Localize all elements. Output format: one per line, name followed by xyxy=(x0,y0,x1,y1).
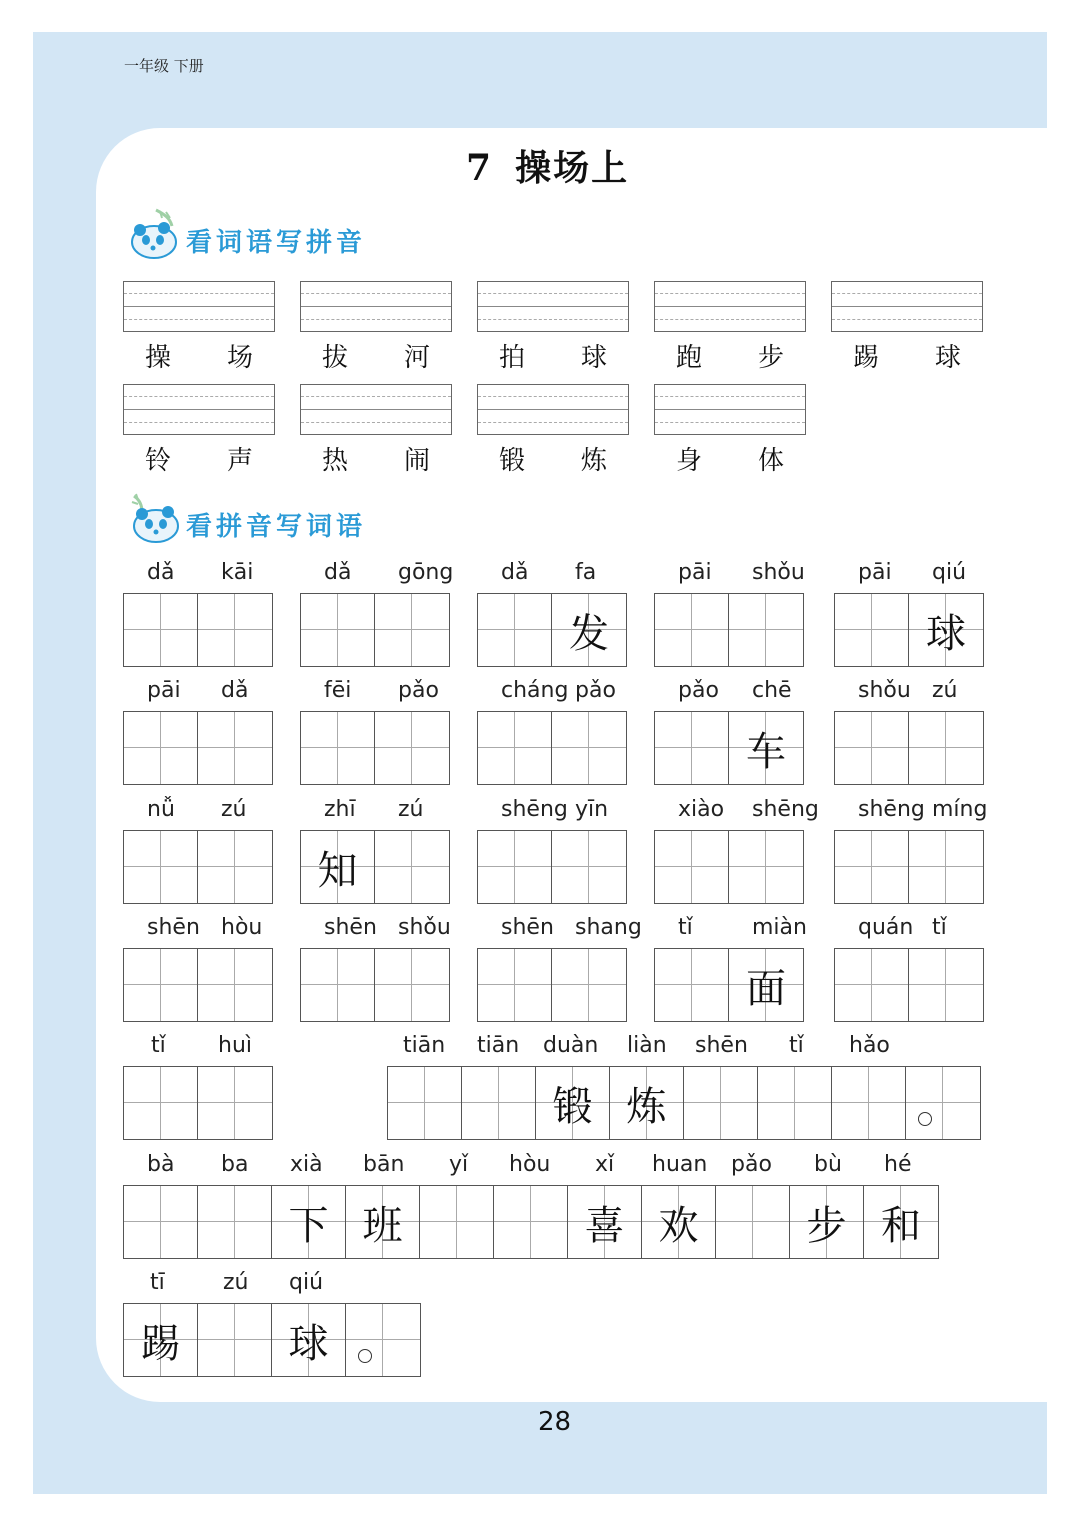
pinyin-label: zú xyxy=(221,797,247,822)
pinyin-label: shǒu xyxy=(398,915,451,940)
pinyin-label: huì xyxy=(218,1033,252,1058)
given-char: 欢 xyxy=(658,1203,699,1249)
char-cell[interactable] xyxy=(301,712,375,784)
char-grid[interactable] xyxy=(477,593,627,667)
pinyin-label: bà xyxy=(147,1152,175,1177)
given-char: 面 xyxy=(746,966,786,1012)
char-grid[interactable] xyxy=(387,1066,981,1140)
pinyin-label: kāi xyxy=(221,560,254,585)
pinyin-write-box[interactable] xyxy=(123,281,275,332)
char-cell[interactable] xyxy=(478,594,552,666)
pinyin-label: tǐ xyxy=(678,915,693,940)
char-cell[interactable] xyxy=(552,831,626,903)
char-grid[interactable] xyxy=(654,830,804,904)
given-char: 喜 xyxy=(584,1203,625,1249)
pinyin-label: zú xyxy=(398,797,424,822)
char-cell[interactable] xyxy=(655,831,729,903)
char-cell[interactable] xyxy=(832,1067,906,1139)
char-cell[interactable] xyxy=(864,1186,938,1258)
pinyin-label: pāi xyxy=(858,560,892,585)
pinyin-label: tǐ xyxy=(151,1033,166,1058)
given-char: 车 xyxy=(746,729,786,775)
panda-icon xyxy=(126,208,184,260)
writing-line xyxy=(655,396,805,397)
writing-line xyxy=(478,396,628,397)
pinyin-label: shǒu xyxy=(752,560,805,585)
char-grid[interactable] xyxy=(123,948,273,1022)
writing-line xyxy=(655,422,805,423)
pinyin-label: yīn xyxy=(575,797,609,822)
given-char: 球 xyxy=(288,1321,329,1367)
char-cell[interactable] xyxy=(198,949,272,1021)
word-char: 铃 xyxy=(145,446,172,476)
char-cell[interactable] xyxy=(198,1186,272,1258)
pinyin-write-box[interactable] xyxy=(300,384,452,435)
char-cell[interactable] xyxy=(655,712,729,784)
char-cell[interactable] xyxy=(790,1186,864,1258)
pinyin-label: gōng xyxy=(398,560,454,585)
pinyin-write-box[interactable] xyxy=(477,281,629,332)
char-grid[interactable] xyxy=(300,830,450,904)
char-grid[interactable] xyxy=(654,593,804,667)
pinyin-label: dǎ xyxy=(324,560,352,585)
pinyin-label: chē xyxy=(752,678,792,703)
char-grid[interactable] xyxy=(834,711,984,785)
word-char: 拔 xyxy=(322,343,349,373)
writing-line xyxy=(124,422,274,423)
pinyin-label: shēn xyxy=(324,915,377,940)
writing-line xyxy=(124,293,274,294)
writing-line xyxy=(832,319,982,320)
char-grid[interactable] xyxy=(123,830,273,904)
char-grid[interactable] xyxy=(834,830,984,904)
lesson-title xyxy=(466,140,629,191)
pinyin-write-box[interactable] xyxy=(300,281,452,332)
section1-title: 看词语写拼音 xyxy=(186,228,367,258)
char-cell[interactable] xyxy=(909,712,983,784)
given-char: 下 xyxy=(288,1203,329,1249)
pinyin-label: duàn xyxy=(543,1033,599,1058)
given-char: 球 xyxy=(926,611,966,657)
char-cell[interactable] xyxy=(642,1186,716,1258)
pinyin-label: shang xyxy=(575,915,642,940)
char-cell[interactable] xyxy=(835,949,909,1021)
pinyin-label: tiān xyxy=(477,1033,520,1058)
pinyin-label: bān xyxy=(363,1152,405,1177)
char-grid[interactable] xyxy=(123,593,273,667)
pinyin-label: tǐ xyxy=(789,1033,804,1058)
char-cell[interactable] xyxy=(729,712,803,784)
pinyin-label: ba xyxy=(221,1152,249,1177)
pinyin-label: shǒu xyxy=(858,678,911,703)
char-grid[interactable] xyxy=(834,948,984,1022)
writing-line xyxy=(655,293,805,294)
char-grid[interactable] xyxy=(477,711,627,785)
pinyin-label: tiān xyxy=(403,1033,446,1058)
panda-icon xyxy=(126,492,184,544)
word-char: 拍 xyxy=(499,343,526,373)
char-cell[interactable] xyxy=(198,1304,272,1376)
pinyin-label: hé xyxy=(884,1152,912,1177)
pinyin-label: dǎ xyxy=(221,678,249,703)
char-cell[interactable] xyxy=(729,949,803,1021)
char-cell[interactable] xyxy=(198,712,272,784)
pinyin-label: dǎ xyxy=(147,560,175,585)
char-grid[interactable] xyxy=(300,711,450,785)
pinyin-label: quán xyxy=(858,915,914,940)
char-grid[interactable] xyxy=(477,948,627,1022)
pinyin-label: yǐ xyxy=(449,1152,469,1177)
writing-line xyxy=(832,306,982,307)
writing-line xyxy=(124,396,274,397)
char-cell[interactable] xyxy=(835,712,909,784)
pinyin-label: hòu xyxy=(509,1152,551,1177)
given-char: 班 xyxy=(362,1203,403,1249)
char-cell[interactable] xyxy=(462,1067,536,1139)
char-cell[interactable] xyxy=(684,1067,758,1139)
lesson-name: 操场上 xyxy=(515,147,630,189)
char-cell[interactable] xyxy=(375,594,449,666)
pinyin-label: shēn xyxy=(501,915,554,940)
char-grid[interactable] xyxy=(123,1066,273,1140)
given-char: 锻 xyxy=(552,1084,593,1130)
word-char: 身 xyxy=(676,446,703,476)
writing-line xyxy=(124,306,274,307)
pinyin-label: qiú xyxy=(289,1270,324,1295)
char-cell[interactable] xyxy=(124,1186,198,1258)
char-grid[interactable] xyxy=(123,1185,939,1259)
char-cell[interactable] xyxy=(536,1067,610,1139)
word-char: 炼 xyxy=(581,446,608,476)
lesson-number: 7 xyxy=(466,147,494,189)
word-char: 操 xyxy=(145,343,172,373)
given-char: 和 xyxy=(881,1203,921,1249)
word-char: 踢 xyxy=(853,343,880,373)
char-cell[interactable] xyxy=(729,594,803,666)
char-cell[interactable] xyxy=(568,1186,642,1258)
pinyin-label: shēn xyxy=(147,915,200,940)
pinyin-label: pāi xyxy=(147,678,181,703)
pinyin-label: huan xyxy=(652,1152,708,1177)
char-cell[interactable] xyxy=(909,949,983,1021)
word-char: 声 xyxy=(227,446,254,476)
char-cell[interactable] xyxy=(301,831,375,903)
word-char: 场 xyxy=(227,343,254,373)
pinyin-label: xiào xyxy=(678,797,725,822)
given-char: 步 xyxy=(806,1203,847,1249)
pinyin-label: xǐ xyxy=(595,1152,615,1177)
char-grid[interactable] xyxy=(654,711,804,785)
char-cell[interactable] xyxy=(552,949,626,1021)
pinyin-label: nǚ xyxy=(147,797,175,822)
section2-title: 看拼音写词语 xyxy=(186,512,367,542)
pinyin-label: pǎo xyxy=(678,678,719,703)
pinyin-label: zú xyxy=(223,1270,249,1295)
pinyin-write-box[interactable] xyxy=(123,384,275,435)
char-cell[interactable] xyxy=(388,1067,462,1139)
char-cell[interactable] xyxy=(610,1067,684,1139)
pinyin-label: bù xyxy=(814,1152,842,1177)
char-cell[interactable] xyxy=(124,1067,198,1139)
char-grid[interactable] xyxy=(834,593,984,667)
char-grid[interactable] xyxy=(123,1303,421,1377)
char-cell[interactable] xyxy=(906,1067,980,1139)
word-char: 锻 xyxy=(499,446,526,476)
pinyin-label: miàn xyxy=(752,915,807,940)
pinyin-label: tǐ xyxy=(932,915,947,940)
char-cell[interactable] xyxy=(375,949,449,1021)
char-cell[interactable] xyxy=(552,594,626,666)
pinyin-label: pǎo xyxy=(398,678,439,703)
char-cell[interactable] xyxy=(301,594,375,666)
char-cell[interactable] xyxy=(301,949,375,1021)
char-cell[interactable] xyxy=(494,1186,568,1258)
writing-line xyxy=(301,422,451,423)
pinyin-label: shēng xyxy=(752,797,819,822)
char-grid[interactable] xyxy=(654,948,804,1022)
grade-label: 一年级 下册 xyxy=(124,57,204,75)
char-cell[interactable] xyxy=(124,949,198,1021)
pinyin-write-box[interactable] xyxy=(654,384,806,435)
word-char: 闹 xyxy=(404,446,431,476)
pinyin-write-box[interactable] xyxy=(477,384,629,435)
writing-line xyxy=(301,396,451,397)
pinyin-label: pǎo xyxy=(731,1152,772,1177)
char-cell[interactable] xyxy=(552,712,626,784)
char-grid[interactable] xyxy=(123,711,273,785)
pinyin-write-box[interactable] xyxy=(654,281,806,332)
word-char: 体 xyxy=(758,446,785,476)
pinyin-label: shēng xyxy=(501,797,568,822)
pinyin-label: pǎo xyxy=(575,678,616,703)
char-cell[interactable] xyxy=(758,1067,832,1139)
word-char: 球 xyxy=(935,343,962,373)
pinyin-label: fēi xyxy=(324,678,352,703)
char-cell[interactable] xyxy=(729,831,803,903)
char-cell[interactable] xyxy=(909,594,983,666)
word-char: 球 xyxy=(581,343,608,373)
pinyin-label: tī xyxy=(150,1270,165,1295)
char-cell[interactable] xyxy=(346,1304,420,1376)
pinyin-write-box[interactable] xyxy=(831,281,983,332)
char-cell[interactable] xyxy=(375,831,449,903)
pinyin-label: zú xyxy=(932,678,958,703)
pinyin-label: hòu xyxy=(221,915,263,940)
writing-line xyxy=(478,306,628,307)
writing-line xyxy=(655,319,805,320)
page-number: 28 xyxy=(538,1407,572,1437)
period-mark xyxy=(358,1349,372,1363)
pinyin-label: qiú xyxy=(932,560,967,585)
word-char: 跑 xyxy=(676,343,703,373)
writing-line xyxy=(478,409,628,410)
given-char: 发 xyxy=(569,611,609,657)
char-cell[interactable] xyxy=(124,831,198,903)
writing-line xyxy=(655,409,805,410)
char-grid[interactable] xyxy=(477,830,627,904)
pinyin-label: shēn xyxy=(695,1033,748,1058)
writing-line xyxy=(832,293,982,294)
pinyin-label: shēng xyxy=(858,797,925,822)
pinyin-label: liàn xyxy=(627,1033,667,1058)
writing-line xyxy=(478,422,628,423)
char-cell[interactable] xyxy=(478,712,552,784)
pinyin-label: míng xyxy=(932,797,988,822)
char-cell[interactable] xyxy=(655,949,729,1021)
char-grid[interactable] xyxy=(300,593,450,667)
word-char: 河 xyxy=(404,343,431,373)
char-cell[interactable] xyxy=(655,594,729,666)
given-char: 炼 xyxy=(626,1084,667,1130)
char-cell[interactable] xyxy=(198,1067,272,1139)
writing-line xyxy=(124,319,274,320)
writing-line xyxy=(301,319,451,320)
pinyin-label: xià xyxy=(290,1152,323,1177)
writing-line xyxy=(478,319,628,320)
char-grid[interactable] xyxy=(300,948,450,1022)
pinyin-label: cháng xyxy=(501,678,569,703)
writing-line xyxy=(655,306,805,307)
writing-line xyxy=(478,293,628,294)
pinyin-label: pāi xyxy=(678,560,712,585)
pinyin-label: fa xyxy=(575,560,597,585)
writing-line xyxy=(301,293,451,294)
char-cell[interactable] xyxy=(909,831,983,903)
period-mark xyxy=(918,1112,932,1126)
writing-line xyxy=(301,306,451,307)
char-cell[interactable] xyxy=(420,1186,494,1258)
pinyin-label: hǎo xyxy=(849,1033,890,1058)
char-cell[interactable] xyxy=(835,831,909,903)
char-cell[interactable] xyxy=(478,831,552,903)
char-cell[interactable] xyxy=(346,1186,420,1258)
word-char: 步 xyxy=(758,343,785,373)
char-cell[interactable] xyxy=(124,712,198,784)
char-cell[interactable] xyxy=(272,1304,346,1376)
char-cell[interactable] xyxy=(716,1186,790,1258)
pinyin-label: zhī xyxy=(324,797,356,822)
pinyin-label: dǎ xyxy=(501,560,529,585)
char-cell[interactable] xyxy=(198,594,272,666)
char-cell[interactable] xyxy=(835,594,909,666)
char-cell[interactable] xyxy=(198,831,272,903)
char-cell[interactable] xyxy=(478,949,552,1021)
word-char: 热 xyxy=(322,446,349,476)
char-cell[interactable] xyxy=(124,1304,198,1376)
char-cell[interactable] xyxy=(272,1186,346,1258)
char-cell[interactable] xyxy=(375,712,449,784)
writing-line xyxy=(124,409,274,410)
given-char: 踢 xyxy=(140,1321,181,1367)
given-char: 知 xyxy=(317,848,358,894)
char-cell[interactable] xyxy=(124,594,198,666)
writing-line xyxy=(301,409,451,410)
